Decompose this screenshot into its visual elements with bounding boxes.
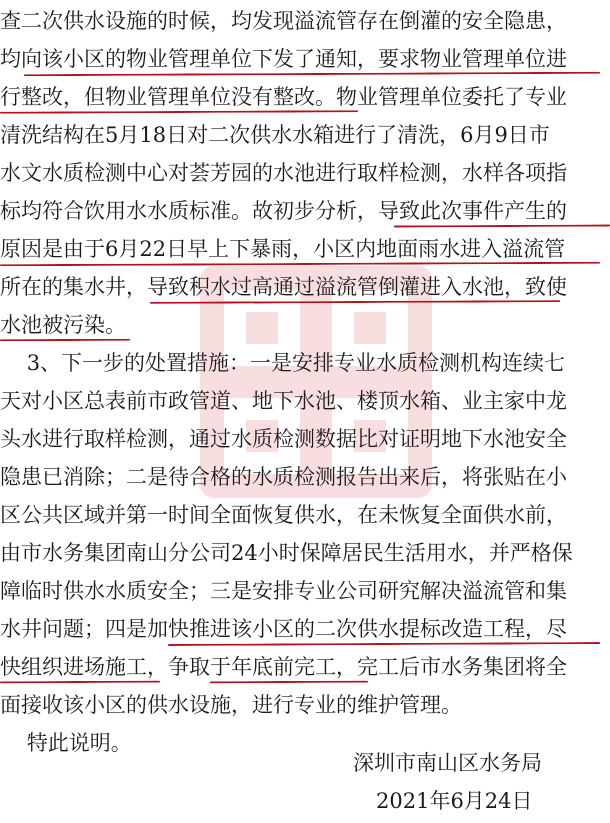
emphasis-underline xyxy=(150,300,560,304)
text-line: 查二次供水设施的时候，均发现溢流管存在倒灌的安全隐患， xyxy=(0,9,567,33)
text-line: 原因是由于6月22日早上下暴雨，小区内地面雨水进入溢流管 xyxy=(0,237,566,261)
text-line: 隐患已消除；二是待合格的水质检测报告出来后，将张贴在小 xyxy=(0,465,567,489)
emphasis-underline xyxy=(0,110,358,114)
text-line: 天对小区总表前市政管道、地下水池、楼顶水箱、业主家中龙 xyxy=(0,389,567,413)
text-line: 快组织进场施工，争取于年底前完工，完工后市水务集团将全 xyxy=(0,655,567,679)
emphasis-underline xyxy=(394,225,610,228)
text-line: 行整改，但物业管理单位没有整改。物业管理单位委托了专业 xyxy=(0,85,567,109)
text-line: 均向该小区的物业管理单位下发了通知，要求物业管理单位进 xyxy=(0,47,567,71)
emphasis-underline xyxy=(0,339,130,342)
text-line: 特此说明。 xyxy=(0,731,132,755)
text-line: 由市水务集团南山分公司24小时保障居民生活用水，并严格保 xyxy=(0,541,573,565)
emphasis-underline xyxy=(210,681,368,684)
text-line: 头水进行取样检测，通过水质检测数据比对证明地下水池安全 xyxy=(0,427,567,451)
text-line: 水文水质检测中心对荟芳园的水池进行取样检测，水样各项指 xyxy=(0,161,567,185)
text-line: 所在的集水井，导致积水过高通过溢流管倒灌进入水池，致使 xyxy=(0,275,567,299)
text-line: 水井问题；四是加快推进该小区的二次供水提标改造工程，尽 xyxy=(0,617,567,641)
emphasis-underline xyxy=(0,681,160,684)
signature-org: 深圳市南山区水务局 xyxy=(353,751,542,775)
text-line: 区公共区域并第一时间全面恢复供水，在未恢复全面供水前， xyxy=(0,503,567,527)
text-line: 面接收该小区的供水设施，进行专业的维护管理。 xyxy=(0,693,462,717)
signature-date: 2021年6月24日 xyxy=(376,789,533,813)
text-line: 清洗结构在5月18日对二次供水水箱进行了清洗，6月9日市 xyxy=(0,123,550,147)
text-line: 水池被污染。 xyxy=(0,313,126,337)
text-line: 标均符合饮用水水质标准。故初步分析，导致此次事件产生的 xyxy=(0,199,567,223)
text-line: 3、下一步的处置措施：一是安排专业水质检测机构连续七 xyxy=(0,351,566,375)
text-line: 障临时供水水质安全；三是安排专业公司研究解决溢流管和集 xyxy=(0,579,567,603)
